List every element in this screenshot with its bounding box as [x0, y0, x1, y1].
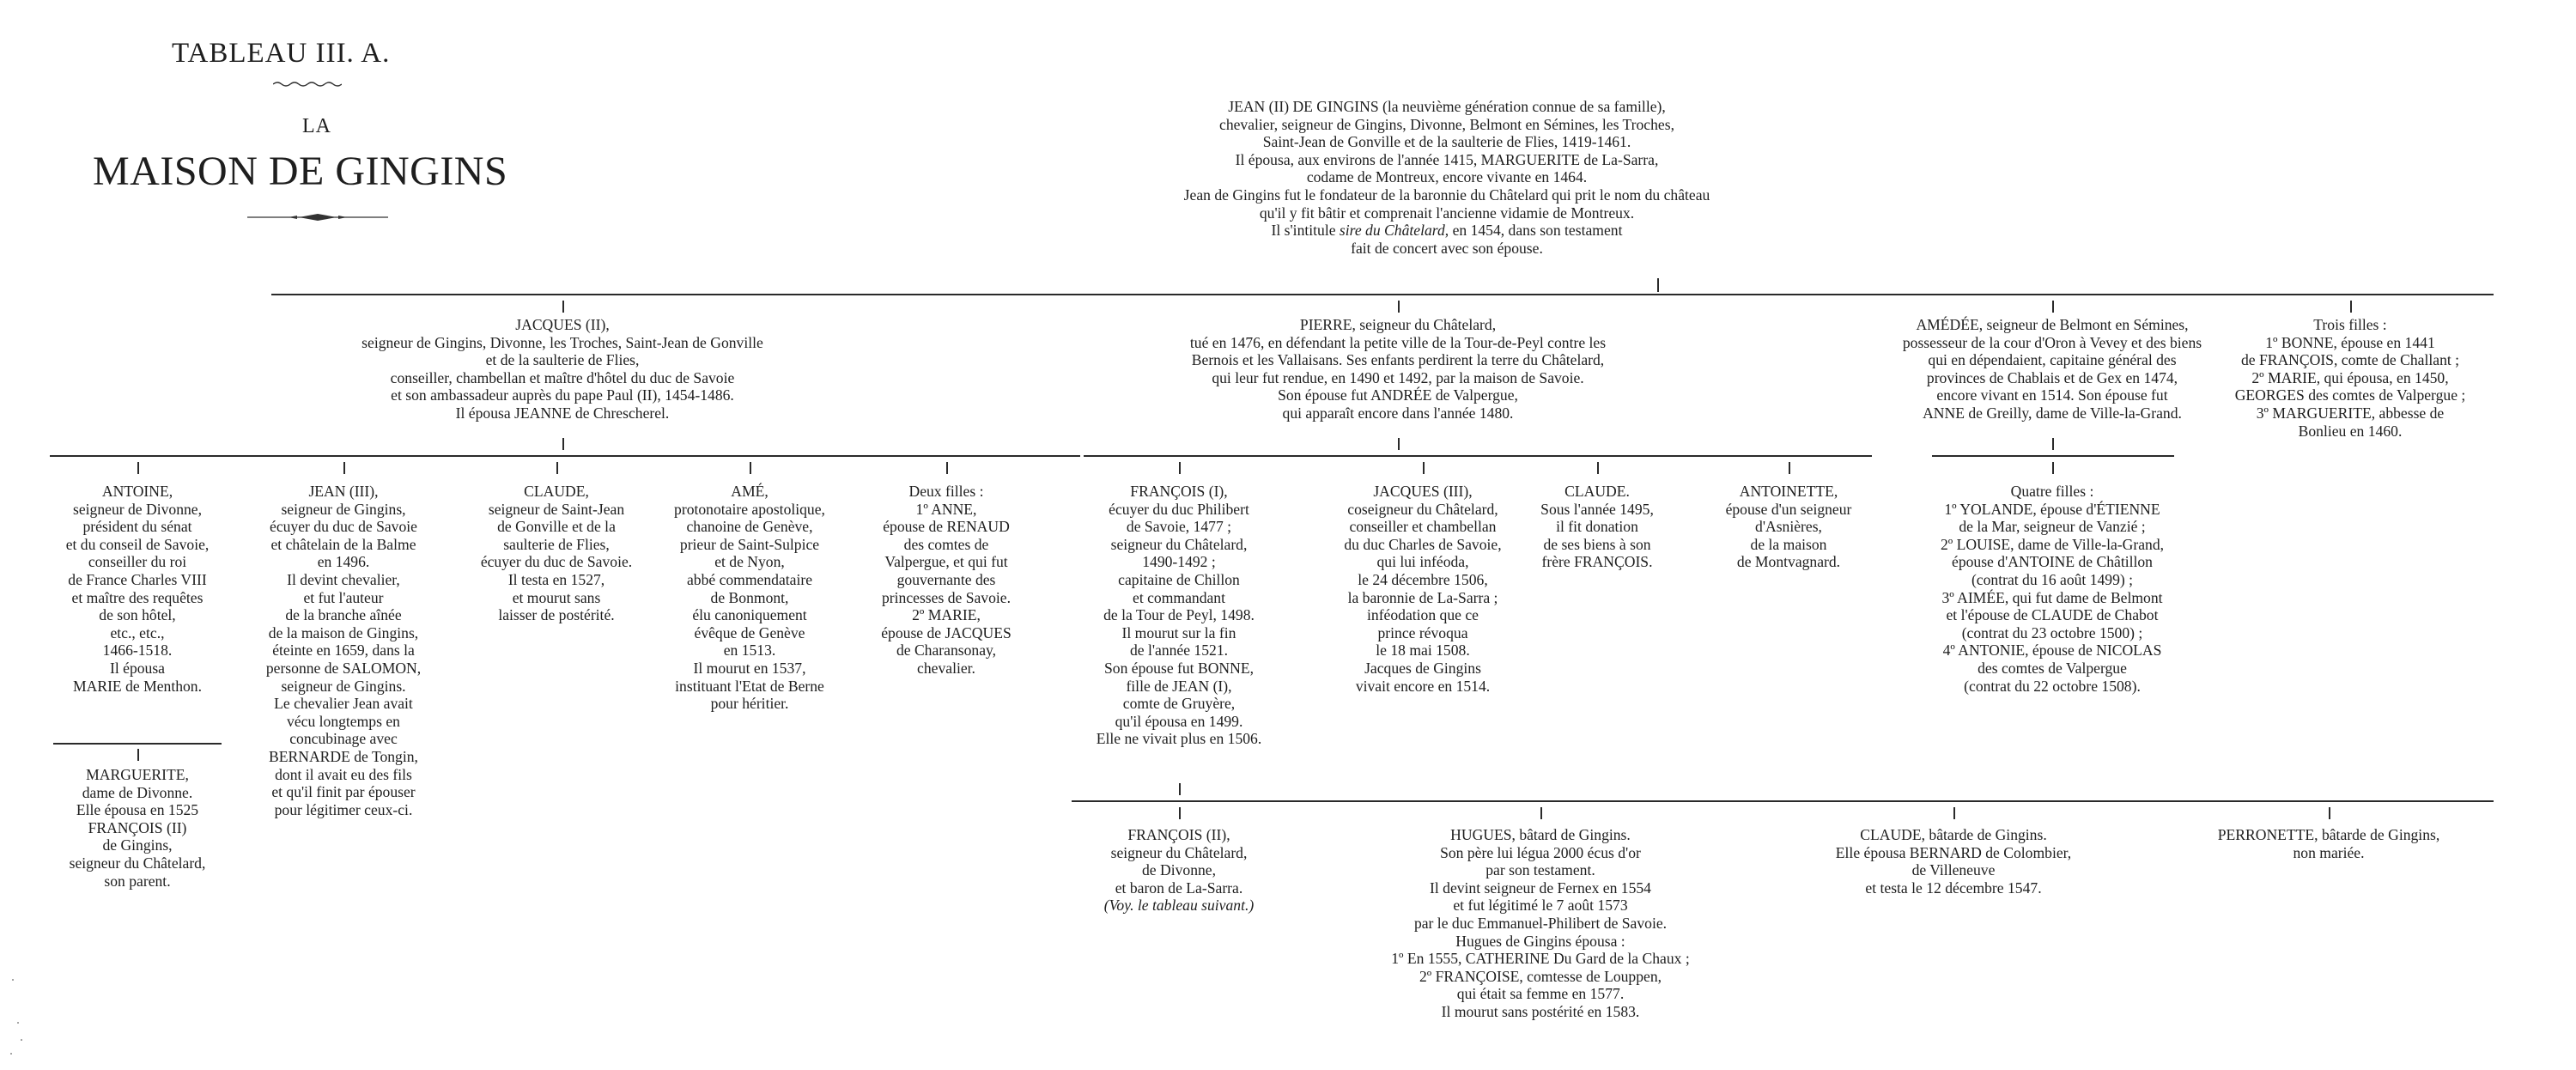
connector	[750, 462, 751, 474]
text-line: frère FRANÇOIS.	[1541, 553, 1653, 571]
text-line: de la maison de Gingins,	[268, 623, 419, 641]
text-line: saulterie de Flies,	[503, 535, 610, 553]
text-line: possesseur de la cour d'Oron à Vevey et des biens	[1902, 333, 2202, 351]
text-line: Quatre filles :	[2010, 483, 2094, 500]
text-line: et fut légitimé le 7 août 1573	[1453, 897, 1628, 915]
text-line: de la branche aînée	[285, 606, 402, 624]
text-line: de son hôtel,	[99, 606, 176, 624]
connector	[1789, 462, 1790, 474]
jean-iii	[236, 483, 451, 818]
text-line: pour héritier.	[710, 695, 789, 713]
text-line: GEORGES des comtes de Valpergue ;	[2234, 386, 2466, 404]
text-line: Il testa en 1527,	[507, 570, 605, 588]
text-line: Son épouse fut ANDRÉE de Valpergue,	[1278, 386, 1518, 404]
text-line: chanoine de Genève,	[686, 518, 813, 536]
text-line: ANNE de Greilly, dame de Ville-la-Grand.	[1923, 404, 2182, 422]
text-line: de FRANÇOIS, comte de Challant ;	[2240, 351, 2460, 369]
text-line: princesses de Savoie.	[882, 588, 1011, 606]
text-line: la baronnie de La-Sarra ;	[1347, 588, 1498, 606]
text-line: Bernois et les Vallaisans. Ses enfants perdirent la terre du Châtelard,	[1191, 351, 1605, 369]
connector	[556, 462, 558, 474]
text-line: 2º LOUISE, dame de Ville-la-Grand,	[1940, 535, 2165, 553]
text-line: conseiller et chambellan	[1349, 518, 1497, 536]
text-line: et maître des requêtes	[71, 588, 204, 606]
text-line: Jacques de Gingins	[1364, 659, 1481, 677]
text-line: qui était sa femme en 1577.	[1456, 985, 1625, 1003]
text-line: en 1513.	[723, 641, 776, 660]
claude-donation	[1511, 483, 1683, 571]
text-line: Il devint seigneur de Fernex en 1554	[1430, 878, 1651, 897]
text-line: prince révoqua	[1377, 623, 1468, 641]
text-line: dame de Divonne.	[82, 783, 193, 801]
hugues	[1300, 826, 1781, 1021]
antoine	[39, 483, 236, 695]
text-line: 2º MARIE,	[912, 606, 981, 624]
text-line: des comtes de	[903, 535, 989, 553]
marguerite	[39, 766, 236, 890]
text-line: Elle ne vivait plus en 1506.	[1096, 730, 1262, 748]
text-line: (Voy. le tableau suivant.)	[1103, 897, 1255, 915]
text-line: HUGUES, bâtard de Gingins.	[1450, 826, 1631, 843]
text-line: 1º En 1555, CATHERINE Du Gard de la Chaux ;	[1391, 950, 1690, 968]
text-line: épouse de RENAUD	[883, 518, 1010, 536]
ame	[647, 483, 853, 713]
text-line: abbé commendataire	[686, 570, 813, 588]
text-line: de Montvagnard.	[1736, 553, 1841, 571]
text-line: inféodation que ce	[1367, 606, 1479, 624]
text-line: Deux filles :	[908, 483, 984, 500]
text-line: écuyer du duc Philibert	[1109, 500, 1249, 518]
text-line: seigneur du Châtelard,	[69, 854, 206, 872]
text-line: Sous l'année 1495,	[1540, 500, 1654, 518]
text-line: il fit donation	[1556, 518, 1638, 536]
gen2-rule	[271, 294, 2494, 295]
text-line: écuyer du duc de Savoie	[270, 518, 417, 536]
text-line: Saint-Jean de Gonville et de la saulterie de Flies, 1419-1461.	[1262, 133, 1631, 151]
text-line: coseigneur du Châtelard,	[1347, 500, 1498, 518]
text-line: qu'il épousa en 1499.	[1115, 712, 1243, 730]
text-line: des comtes de Valpergue	[1978, 659, 2127, 677]
connector	[562, 301, 564, 313]
text-line: Valpergue, et qui fut	[884, 553, 1008, 571]
text-line: et l'épouse de CLAUDE de Chabot	[1946, 606, 2159, 624]
text-line: pour légitimer ceux-ci.	[274, 800, 413, 818]
text-line: et châtelain de la Balme	[270, 535, 416, 553]
deux-filles	[843, 483, 1049, 678]
connector	[1398, 438, 1400, 450]
text-line: CLAUDE.	[1564, 483, 1630, 500]
text-line: FRANÇOIS (II),	[1127, 826, 1230, 843]
text-line: seigneur de Gingins, Divonne, les Troches, Saint-Jean de Gonville	[361, 333, 763, 351]
text-line: par le duc Emmanuel-Philibert de Savoie.	[1413, 914, 1668, 932]
connector	[1398, 301, 1400, 313]
text-line: 3º AIMÉE, qui fut dame de Belmont	[1941, 588, 2163, 606]
text-line: dont il avait eu des fils	[275, 765, 412, 783]
text-line: écuyer du duc de Savoie.	[480, 553, 633, 571]
text-line: le 24 décembre 1506,	[1358, 570, 1488, 588]
text-line: MARIE de Menthon.	[72, 677, 203, 695]
text-line: JEAN (II) DE GINGINS (la neuvième génération connue de sa famille),	[1228, 98, 1666, 115]
scan-speck	[17, 1022, 19, 1024]
text-line: 2º MARIE, qui épousa, en 1450,	[2251, 368, 2449, 386]
claude-saint-jean	[453, 483, 659, 624]
text-line: encore vivant en 1514. Son épouse fut	[1936, 386, 2168, 404]
text-line: de Villeneuve	[1911, 861, 1996, 879]
text-line: qui lui inféoda,	[1376, 553, 1469, 571]
text-line: (contrat du 23 octobre 1500) ;	[1961, 623, 2143, 641]
root-stem	[1657, 278, 1659, 292]
francois-ii	[1067, 826, 1291, 915]
text-line: de l'année 1521.	[1129, 641, 1229, 660]
title-la: LA	[302, 115, 331, 137]
text-line: PERRONETTE, bâtarde de Gingins,	[2217, 826, 2440, 843]
text-line: Elle épousa en 1525	[76, 801, 199, 819]
text-line: d'Asnières,	[1755, 518, 1822, 536]
text-line: BERNARDE de Tongin,	[269, 747, 418, 765]
text-line: éteinte en 1659, dans la	[272, 641, 415, 660]
text-line: de la maison	[1750, 535, 1827, 553]
text-line: (contrat du 16 août 1499) ;	[1971, 570, 2134, 588]
title-ornament	[247, 213, 388, 222]
connector	[1179, 807, 1181, 819]
text-line: son parent.	[104, 872, 171, 890]
text-line: fille de JEAN (I),	[1126, 677, 1232, 695]
text-line: Son épouse fut BONNE,	[1104, 659, 1254, 677]
text-line: épouse d'un seigneur	[1725, 500, 1852, 518]
claude-batarde	[1773, 826, 2134, 897]
text-line: et testa le 12 décembre 1547.	[1865, 878, 2042, 897]
text-line: AMÉ,	[731, 483, 769, 500]
text-line: ANTOINETTE,	[1739, 483, 1838, 500]
text-line: gouvernante des	[896, 570, 996, 588]
text-line: seigneur de Saint-Jean	[488, 500, 625, 518]
text-line: ANTOINE,	[101, 483, 173, 500]
text-line: seigneur du Châtelard,	[1110, 535, 1248, 553]
text-line: Il devint chevalier,	[287, 570, 400, 588]
text-line: fait de concert avec son épouse.	[1351, 239, 1543, 257]
text-line: épouse d'ANTOINE de Châtillon	[1952, 553, 2153, 571]
text-line: de la Tour de Peyl, 1498.	[1103, 606, 1255, 624]
text-line: et son ambassadeur auprès du pape Paul (II), 1454-1486.	[391, 386, 734, 404]
text-line: de la Mar, seigneur de Vanzié ;	[1959, 518, 2146, 536]
connector	[1953, 807, 1955, 819]
text-line: tué en 1476, en défendant la petite ville de la Tour-de-Peyl contre les	[1189, 333, 1607, 351]
jacques-iii	[1307, 483, 1539, 695]
text-line: FRANÇOIS (II)	[88, 818, 187, 836]
text-line: concubinage avec	[289, 730, 398, 748]
text-line: Il épousa	[109, 659, 165, 677]
text-line: et commandant	[1133, 588, 1225, 606]
text-line: seigneur de Gingins,	[281, 500, 406, 518]
text-line: CLAUDE, bâtarde de Gingins.	[1860, 826, 2047, 843]
text-line: en 1496.	[317, 553, 370, 571]
pierre	[1072, 316, 1724, 423]
text-line: chevalier, seigneur de Gingins, Divonne, Belmont en Sémines, les Troches,	[1219, 115, 1674, 133]
text-line: Son père lui légua 2000 écus d'or	[1440, 843, 1641, 861]
text-line: non mariée.	[2293, 843, 2365, 861]
text-line: PIERRE, seigneur du Châtelard,	[1299, 316, 1497, 333]
text-line: personne de SALOMON,	[265, 659, 422, 677]
text-line: de ses biens à son	[1543, 535, 1651, 553]
amedee-children-rule	[1932, 455, 2174, 457]
text-line: AMÉDÉE, seigneur de Belmont en Sémines,	[1916, 316, 2189, 333]
text-line: Il épousa, aux environs de l'année 1415, MARGUERITE de La-Sarra,	[1235, 150, 1659, 168]
perronette	[2166, 826, 2492, 861]
text-line: instituant l'Etat de Berne	[675, 677, 824, 695]
wavy-rule-ornament	[273, 81, 342, 88]
text-line: de Bonmont,	[710, 588, 789, 606]
text-line: par son testament.	[1485, 861, 1595, 879]
jacques-ii	[253, 316, 872, 423]
francois-children-rule	[1072, 800, 2494, 802]
text-line: seigneur de Gingins.	[281, 677, 406, 695]
quatre-filles	[1889, 483, 2215, 695]
text-line: FRANÇOIS (I),	[1130, 483, 1228, 500]
connector	[137, 462, 139, 474]
text-line: capitaine de Chillon	[1118, 570, 1240, 588]
text-line: le 18 mai 1508.	[1376, 641, 1470, 660]
text-line: et de la saulterie de Flies,	[485, 351, 640, 369]
text-line: de Savoie, 1477 ;	[1126, 518, 1232, 536]
scan-speck	[10, 1053, 12, 1055]
text-line: 3º MARGUERITE, abbesse de	[2256, 404, 2445, 422]
text-line: de Gonville et de la	[497, 518, 616, 536]
text-line: 1º ANNE,	[915, 500, 977, 518]
connector	[2350, 301, 2352, 313]
text-line: JEAN (III),	[308, 483, 379, 500]
text-line: JACQUES (II),	[515, 316, 610, 333]
text-line: et fut l'auteur	[303, 588, 384, 606]
text-line: chevalier.	[917, 659, 975, 677]
text-line: 1466-1518.	[102, 641, 173, 660]
connector	[1597, 462, 1599, 474]
text-line: 1490-1492 ;	[1142, 553, 1216, 571]
text-line: Il épousa JEANNE de Chrescherel.	[455, 404, 670, 422]
connector	[137, 749, 139, 761]
text-line: qui apparaît encore dans l'année 1480.	[1282, 404, 1514, 422]
text-line: Elle épousa BERNARD de Colombier,	[1835, 843, 2072, 861]
text-line: provinces de Chablais et de Gex en 1474,	[1926, 368, 2178, 386]
text-line: comte de Gruyère,	[1122, 695, 1236, 713]
text-line: de Divonne,	[1142, 861, 1216, 879]
text-line: et de Nyon,	[714, 553, 785, 571]
text-line: et mourut sans	[512, 588, 601, 606]
text-line: Il mourut en 1537,	[693, 659, 806, 677]
trois-filles	[2196, 316, 2505, 440]
text-line: Hugues de Gingins épousa :	[1455, 932, 1625, 950]
text-line: de Charansonay,	[896, 641, 997, 660]
text-line: et qu'il finit par épouser	[271, 783, 416, 801]
antoinette	[1694, 483, 1883, 571]
francois-i	[1063, 483, 1295, 748]
connector	[946, 462, 948, 474]
text-line: de Gingins,	[102, 836, 173, 854]
text-line: (contrat du 22 octobre 1508).	[1964, 677, 2141, 695]
text-line: laisser de postérité.	[498, 606, 615, 624]
table-label: TABLEAU III. A.	[172, 38, 391, 69]
text-line: CLAUDE,	[524, 483, 589, 500]
connector	[1540, 807, 1542, 819]
text-line: 1º BONNE, épouse en 1441	[2265, 333, 2435, 351]
text-line: etc., etc.,	[110, 623, 165, 641]
text-line: 2º FRANÇOISE, comtesse de Louppen,	[1419, 967, 1662, 985]
text-line: 4º ANTONIE, épouse de NICOLAS	[1942, 641, 2162, 660]
connector	[2329, 807, 2330, 819]
text-line: prieur de Saint-Sulpice	[679, 535, 820, 553]
text-line: et du conseil de Savoie,	[65, 535, 210, 553]
text-line: protonotaire apostolique,	[674, 500, 825, 518]
text-line: Bonlieu en 1460.	[2298, 422, 2403, 440]
scan-speck	[21, 1039, 22, 1041]
page-title: MAISON DE GINGINS	[93, 149, 508, 194]
text-line: qui en dépendaient, capitaine général des	[1928, 351, 2177, 369]
text-line: Il mourut sur la fin	[1121, 623, 1236, 641]
text-line: codame de Montreux, encore vivante en 1464.	[1306, 168, 1588, 186]
text-line: vécu longtemps en	[287, 712, 400, 730]
text-line: JACQUES (III),	[1373, 483, 1473, 500]
connector	[2052, 462, 2054, 474]
text-line: seigneur du Châtelard,	[1110, 843, 1248, 861]
text-line: président du sénat	[82, 518, 192, 536]
text-line: et baron de La-Sarra.	[1115, 878, 1243, 897]
jacques-children-rule	[50, 455, 1080, 457]
pierre-children-rule	[1084, 455, 1872, 457]
text-line: épouse de JACQUES	[881, 623, 1012, 641]
connector	[1423, 462, 1425, 474]
connector	[1179, 462, 1181, 474]
text-line: Le chevalier Jean avait	[274, 695, 413, 713]
text-line: du duc Charles de Savoie,	[1344, 535, 1502, 553]
text-line: qui leur fut rendue, en 1490 et 1492, par la maison de Savoie.	[1212, 368, 1584, 386]
connector	[1179, 783, 1181, 795]
antoine-separator	[53, 743, 222, 745]
text-line: 1º YOLANDE, épouse d'ÉTIENNE	[1944, 500, 2160, 518]
text-line: Il mourut sans postérité en 1583.	[1441, 1002, 1640, 1020]
text-line: MARGUERITE,	[86, 766, 189, 783]
text-line: conseiller du roi	[88, 553, 187, 571]
text-line: qu'il y fit bâtir et comprenait l'ancienne vidamie de Montreux.	[1259, 204, 1635, 222]
text-line: vivait encore en 1514.	[1355, 677, 1491, 695]
text-line: de France Charles VIII	[68, 570, 207, 588]
text-line: évêque de Genève	[694, 623, 805, 641]
text-line: seigneur de Divonne,	[73, 500, 202, 518]
connector	[2052, 438, 2054, 450]
connector	[562, 438, 564, 450]
text-line: Il s'intitule sire du Châtelard, en 1454, dans son testament	[1271, 222, 1623, 240]
text-line: conseiller, chambellan et maître d'hôtel du duc de Savoie	[390, 368, 735, 386]
text-line: Trois filles :	[2313, 316, 2387, 333]
text-line: élu canoniquement	[692, 606, 807, 624]
connector	[343, 462, 345, 474]
connector	[2052, 301, 2054, 313]
text-line: Jean de Gingins fut le fondateur de la baronnie du Châtelard qui prit le nom du château	[1183, 185, 1710, 204]
root-jean-ii	[1018, 98, 1876, 257]
scan-speck	[12, 979, 14, 981]
